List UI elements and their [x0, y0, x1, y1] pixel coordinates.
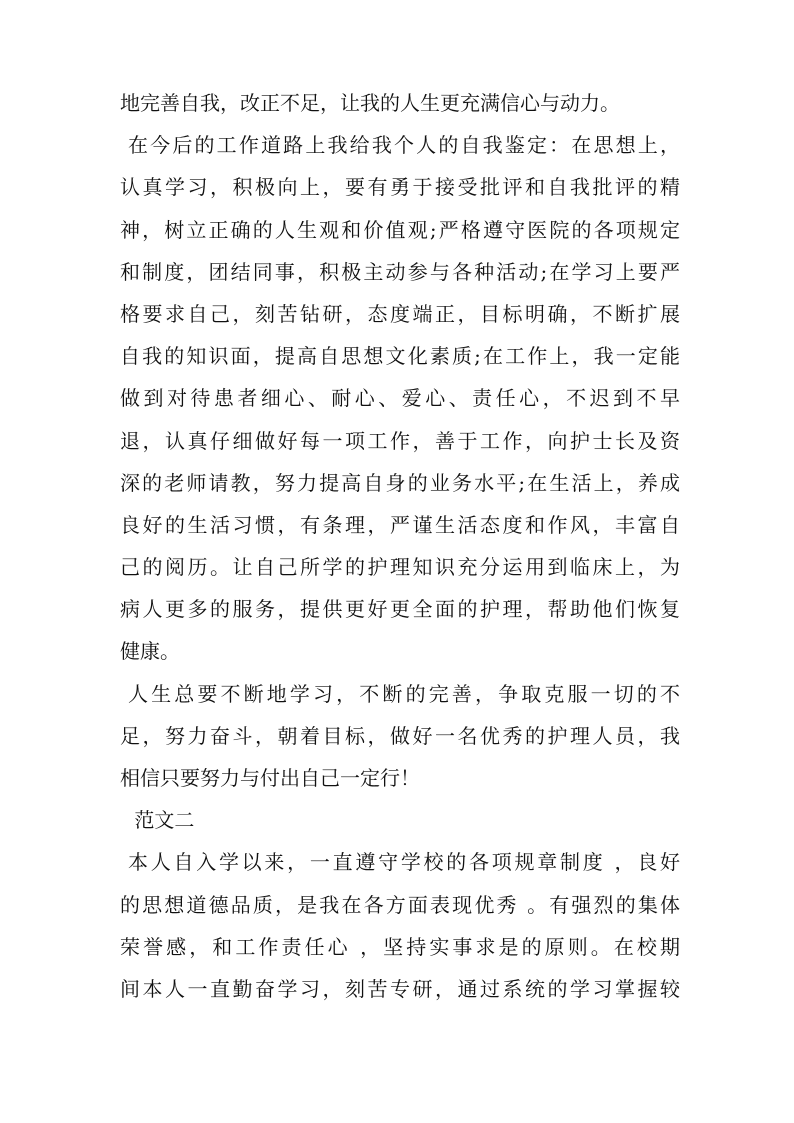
text-line: 健康。 — [120, 639, 180, 664]
text-line: 良好的生活习惯，有条理，严谨生活态度和作风，丰富自 — [120, 512, 680, 537]
text-line: 自我的知识面，提高自思想文化素质;在工作上，我一定能 — [120, 344, 680, 369]
text-line: 格要求自己，刻苦钻研，态度端正，目标明确，不断扩展 — [120, 301, 680, 326]
text-line: 本人自入学以来，一直遵守学校的各项规章制度 ，良好 — [128, 850, 680, 875]
text-line: 认真学习，积极向上，要有勇于接受批评和自我批评的精 — [120, 175, 680, 200]
text-line: 和制度，团结同事，积极主动参与各种活动;在学习上要严 — [120, 259, 680, 284]
body-text — [120, 82, 680, 1010]
text-line: 间本人一直勤奋学习，刻苦专研，通过系统的学习掌握较 — [120, 976, 680, 1001]
text-line: 在今后的工作道路上我给我个人的自我鉴定：在思想上， — [128, 133, 680, 158]
text-line: 足，努力奋斗，朝着目标，做好一名优秀的护理人员，我 — [120, 723, 680, 748]
section-heading: 范文二 — [128, 808, 195, 833]
text-line: 病人更多的服务，提供更好更全面的护理，帮助他们恢复 — [120, 597, 680, 622]
text-line: 己的阅历。让自己所学的护理知识充分运用到临床上，为 — [120, 555, 680, 580]
text-line: 的思想道德品质，是我在各方面表现优秀 。有强烈的集体 — [120, 892, 680, 917]
text-line: 深的老师请教，努力提高自身的业务水平;在生活上，养成 — [120, 470, 680, 495]
text-line: 做到对待患者细心、耐心、爱心、责任心，不迟到不早 — [120, 386, 680, 411]
text-line: 荣誉感，和工作责任心 ，坚持实事求是的原则。在校期 — [120, 934, 680, 959]
text-line: 神，树立正确的人生观和价值观;严格遵守医院的各项规定 — [120, 217, 680, 242]
text-line: 退，认真仔细做好每一项工作，善于工作，向护士长及资 — [120, 428, 680, 453]
text-line: 人生总要不断地学习，不断的完善，争取克服一切的不 — [128, 681, 680, 706]
text-line: 地完善自我，改正不足，让我的人生更充满信心与动力。 — [120, 91, 620, 115]
text-line: 相信只要努力与付出自己一定行！ — [120, 766, 420, 790]
